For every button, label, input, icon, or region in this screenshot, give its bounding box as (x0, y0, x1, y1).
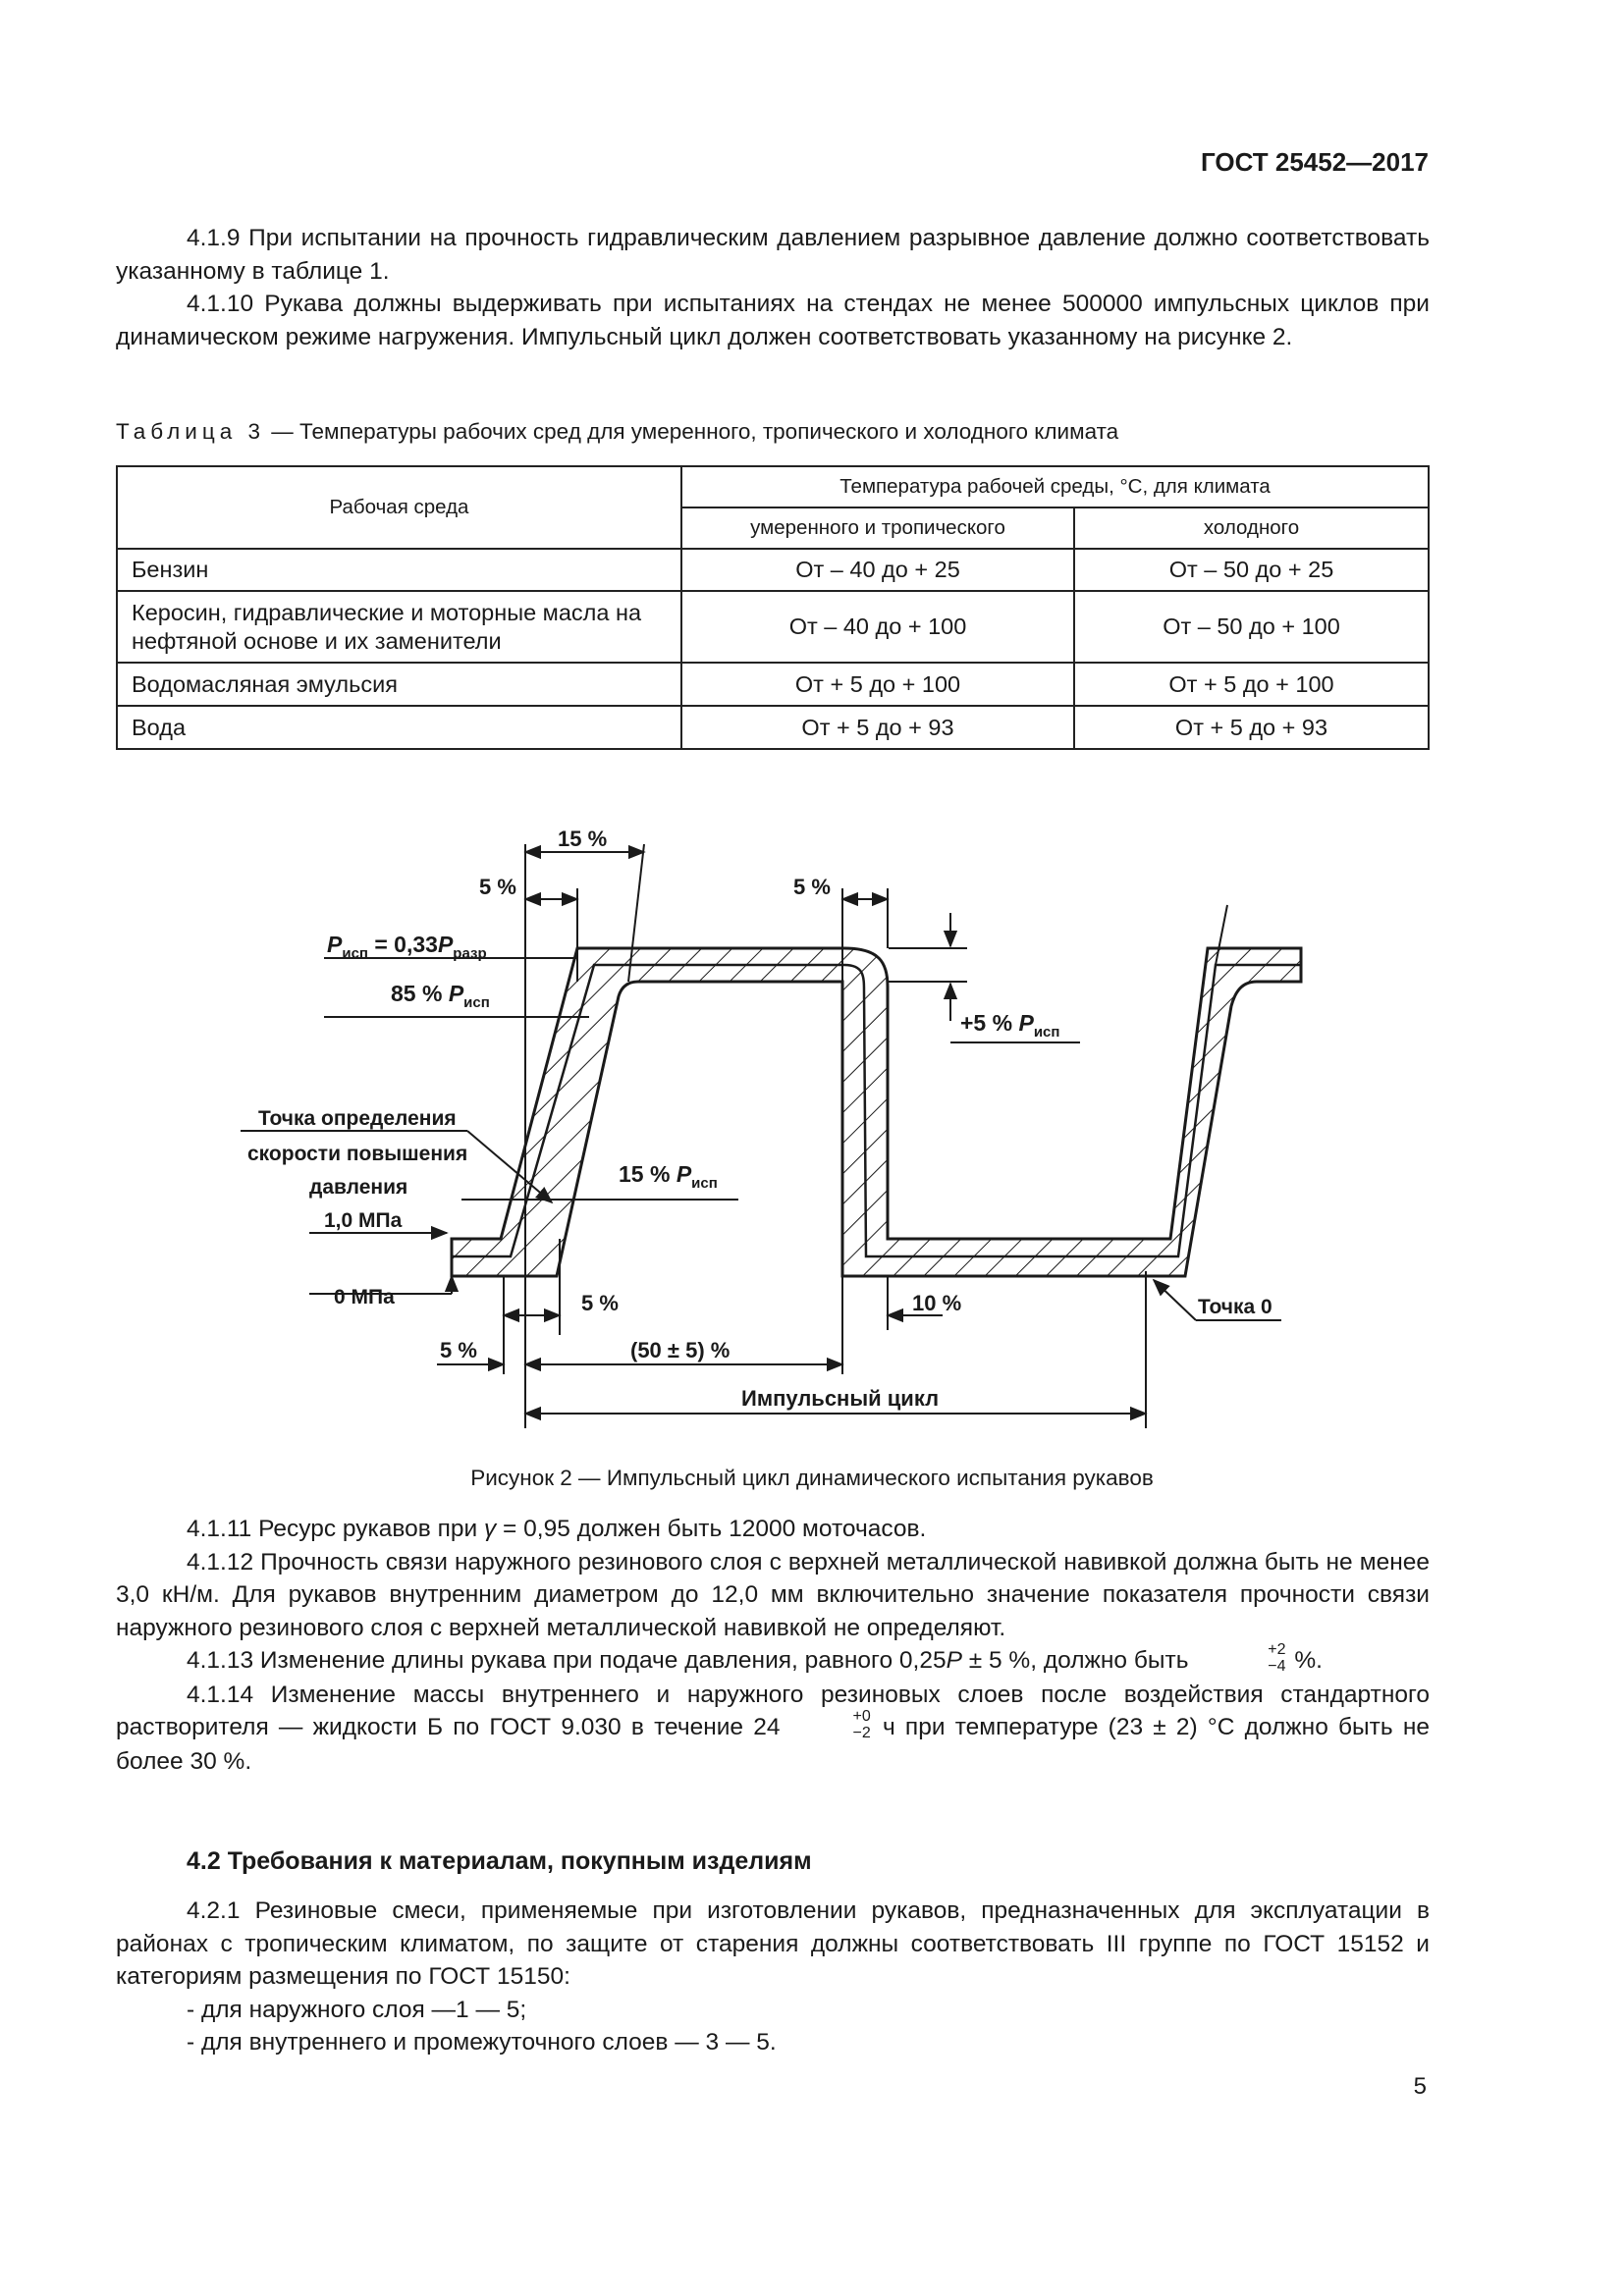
cell-cold: От – 50 до + 100 (1074, 591, 1429, 663)
label-85pct: 85 % $P_{исп}$ (391, 981, 490, 1011)
cell-moderate: От – 40 до + 25 (681, 549, 1074, 591)
cell-cold: От + 5 до + 100 (1074, 663, 1429, 706)
cell-cold: От – 50 до + 25 (1074, 549, 1429, 591)
list-item: - для наружного слоя —1 — 5; (187, 1996, 527, 2023)
paragraph-4-1-14: 4.1.14 Изменение массы внутреннего и наружного резиновых слоев после воздействия стандартного растворителя — жидкости Б по ГОСТ 9.030 в течение 24 +0 −2 ч при температуре (23 ± 2) °С должно быть не более 30 %. (116, 1681, 1430, 1775)
paragraphs-top (116, 222, 1430, 353)
header-moderate: умеренного и тропического (681, 507, 1074, 549)
label-plus5pct-p: +5 % $P_{исп}$ (960, 1010, 1060, 1041)
label-mpa0: 0 МПа (334, 1286, 395, 1308)
header-temperature-group: Температура рабочей среды, °C, для климата (681, 466, 1429, 507)
table-row (117, 663, 1429, 706)
cell-medium: Керосин, гидравлические и моторные масла на нефтяной основе и их заменители (117, 591, 681, 663)
label-point-def-3: давления (309, 1176, 408, 1199)
leader-point0 (1154, 1280, 1196, 1320)
label-impulse-cycle: Импульсный цикл (741, 1386, 940, 1411)
document-code: ГОСТ 25452—2017 (1201, 147, 1429, 177)
temperature-table (116, 465, 1430, 750)
paragraph-4-1-11: 4.1.11 Ресурс рукавов при γ = 0,95 должен быть 12000 моточасов. (187, 1516, 927, 1542)
paragraph-4-1-10: 4.1.10 Рукава должны выдерживать при испытаниях на стендах не менее 500000 импульсных циклов при динамическом режиме нагружения. Импульсный цикл должен соответствовать указанному на рисунке 2. (116, 291, 1430, 350)
label-5pct-top-left: 5 % (479, 875, 516, 899)
label-p-isp: $P_{исп} = 0,33P_{разр}$ (327, 932, 487, 962)
label-5pct-top-right: 5 % (793, 875, 831, 899)
tolerance-fraction: +2 −4 (1268, 1640, 1286, 1675)
table-caption (116, 419, 1118, 445)
table-caption-text: — Температуры рабочих сред для умеренного, тропического и холодного климата (265, 419, 1119, 444)
table-row (117, 549, 1429, 591)
label-15pct: 15 % (558, 827, 608, 851)
header-cold: холодного (1074, 507, 1429, 549)
table-row (117, 591, 1429, 663)
label-15pct-p: 15 % $P_{исп}$ (619, 1161, 718, 1192)
cell-moderate: От + 5 до + 100 (681, 663, 1074, 706)
paragraph-4-1-12: 4.1.12 Прочность связи наружного резинового слоя с верхней металлической навивкой должна быть не менее 3,0 кН/м. Для рукавов внутренним диаметром до 12,0 мм включительно значение показателя прочности связи наружного резинового слоя с верхней металлической навивкой не определяют. (116, 1548, 1430, 1641)
paragraphs-section-4-2 (116, 1895, 1430, 2059)
label-point0: Точка 0 (1198, 1296, 1272, 1318)
cell-medium: Водомасляная эмульсия (117, 663, 681, 706)
list-item: - для внутреннего и промежуточного слоев — 3 — 5. (187, 2029, 777, 2056)
label-mpa1: 1,0 МПа (324, 1209, 403, 1232)
pressure-band (452, 948, 1301, 1276)
header-medium: Рабочая среда (117, 466, 681, 549)
impulse-cycle-diagram (0, 815, 1624, 1443)
label-5pct-start: 5 % (440, 1338, 477, 1362)
page-number: 5 (1413, 2073, 1427, 2100)
label-5pct-rise: 5 % (581, 1291, 619, 1315)
label-cycle-mid: (50 ± 5) % (630, 1338, 731, 1362)
paragraph-4-1-13: 4.1.13 Изменение длины рукава при подаче давления, равного 0,25P ± 5 %, должно быть +2 −4 %. (187, 1640, 1323, 1675)
paragraphs-bottom (116, 1513, 1430, 1778)
cell-medium: Бензин (117, 549, 681, 591)
figure-caption: Рисунок 2 — Импульсный цикл динамического испытания рукавов (470, 1466, 1154, 1490)
label-10pct: 10 % (912, 1291, 962, 1315)
cell-moderate: От – 40 до + 100 (681, 591, 1074, 663)
cell-cold: От + 5 до + 93 (1074, 706, 1429, 749)
table-row (117, 706, 1429, 749)
label-point-def-2: скорости повышения (247, 1143, 468, 1165)
paragraph-4-1-9: 4.1.9 При испытании на прочность гидравлическим давлением разрывное давление должно соответствовать указанному в таблице 1. (116, 225, 1430, 285)
cell-moderate: От + 5 до + 93 (681, 706, 1074, 749)
cell-medium: Вода (117, 706, 681, 749)
tolerance-fraction: +0 −2 (852, 1707, 871, 1741)
section-title-4-2: 4.2 Требования к материалам, покупным изделиям (187, 1847, 812, 1875)
label-point-def-1: Точка определения (258, 1107, 457, 1130)
paragraph-4-2-1: 4.2.1 Резиновые смеси, применяемые при изготовлении рукавов, предназначенных для эксплуатации в районах с тропическим климатом, по защите от старения должны соответствовать III группе по ГОСТ 15152 и категориям размещения по ГОСТ 15150: (116, 1897, 1430, 1990)
table-caption-label: Таблица 3 (116, 419, 265, 444)
